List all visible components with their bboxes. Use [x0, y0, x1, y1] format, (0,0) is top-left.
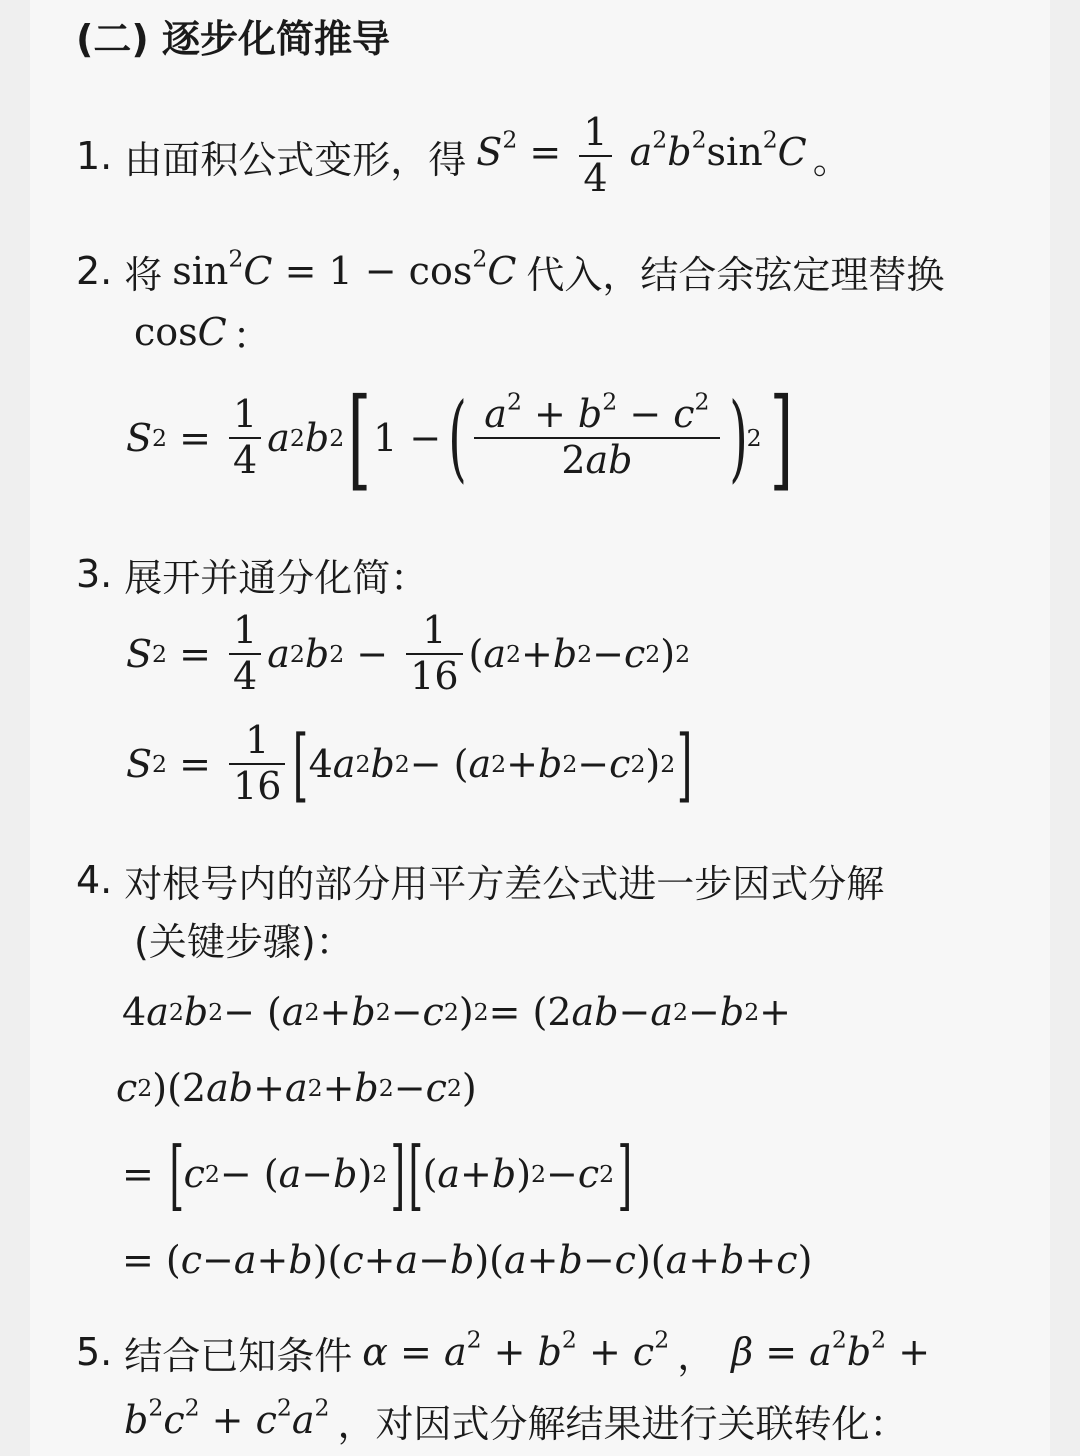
step-4-continuation: (关键步骤)：	[134, 920, 354, 964]
step-number: 4.	[76, 858, 113, 902]
step-text: 展开并通分化简：	[124, 555, 429, 600]
step-4	[76, 854, 884, 906]
formula-beta: $\beta = a^2b^2$ +	[731, 1325, 931, 1374]
step-text: 对根号内的部分用平方差公式进一步因式分解	[124, 861, 885, 906]
step-text: 将	[124, 252, 163, 297]
step-text: ，对因式分解结果进行关联转化：	[337, 1401, 908, 1446]
formula-expanded: S 2 = $\frac{1}{4}$ a 2 b 2 − $\frac{1}{16}$ ( a 2 + b 2 − c 2 ) 2	[126, 608, 691, 698]
step-text: 结合已知条件	[124, 1333, 353, 1378]
step-number: 5.	[76, 1330, 113, 1374]
step-3	[76, 548, 428, 600]
formula-factor-brackets: = [ c 2 − ( a − b ) 2 ] [ ( a + b ) 2 − c 2 ]	[122, 1129, 633, 1219]
step-2	[76, 244, 944, 298]
formula-area-squared: $S^2$ = $\frac{1}{4}$ $a^2b^2\sin^2C$	[476, 110, 807, 200]
step-text: 代入，结合余弦定理替换	[526, 252, 945, 297]
step-number: 1.	[76, 134, 113, 178]
step-5	[76, 1324, 930, 1380]
step-punct: ：	[232, 313, 271, 358]
formula-cosine-substitution: S 2 = $\frac{1}{4}$ a 2 b 2 [ 1 − ( $\frac{a^2 + b^2 - c^2}{2ab}$ ) 2 ]	[126, 374, 793, 502]
formula-beta-cont: $b^2c^2 + c^2a^2$	[124, 1393, 330, 1442]
formula-difference-of-squares-line2: c 2 )(2 ab + a 2 + b 2 − c 2 )	[116, 1066, 477, 1110]
document-page	[30, 0, 1050, 1456]
step-punct: ，	[677, 1333, 716, 1378]
step-punct: 。	[812, 137, 851, 182]
step-5-continuation	[124, 1392, 908, 1448]
formula-common-denominator: S 2 = $\frac{1}{16}$ [ 4 a 2 b 2 − ( a 2 + b 2 − c 2 ) 2 ]	[126, 717, 693, 811]
formula-cosC: cosC	[134, 310, 227, 354]
formula-factored-product: = ( c − a + b )( c + a − b )( a + b − c )( a + b + c )	[122, 1238, 813, 1282]
step-number: 3.	[76, 552, 113, 596]
formula-sin-identity: $\sin^2C = 1 - \cos^2C$	[172, 244, 517, 293]
step-1	[76, 108, 851, 204]
section-title: (二) 逐步化简推导	[76, 17, 390, 61]
step-number: 2.	[76, 249, 113, 293]
step-2-continuation	[134, 306, 271, 358]
step-text: 由面积公式变形，得	[124, 137, 467, 182]
formula-difference-of-squares-line1: 4 a 2 b 2 − ( a 2 + b 2 − c 2 ) 2 = (2 ab − a 2 − b 2 +	[122, 990, 792, 1034]
formula-alpha: $\alpha = a^2 + b^2 + c^2$	[362, 1325, 670, 1374]
